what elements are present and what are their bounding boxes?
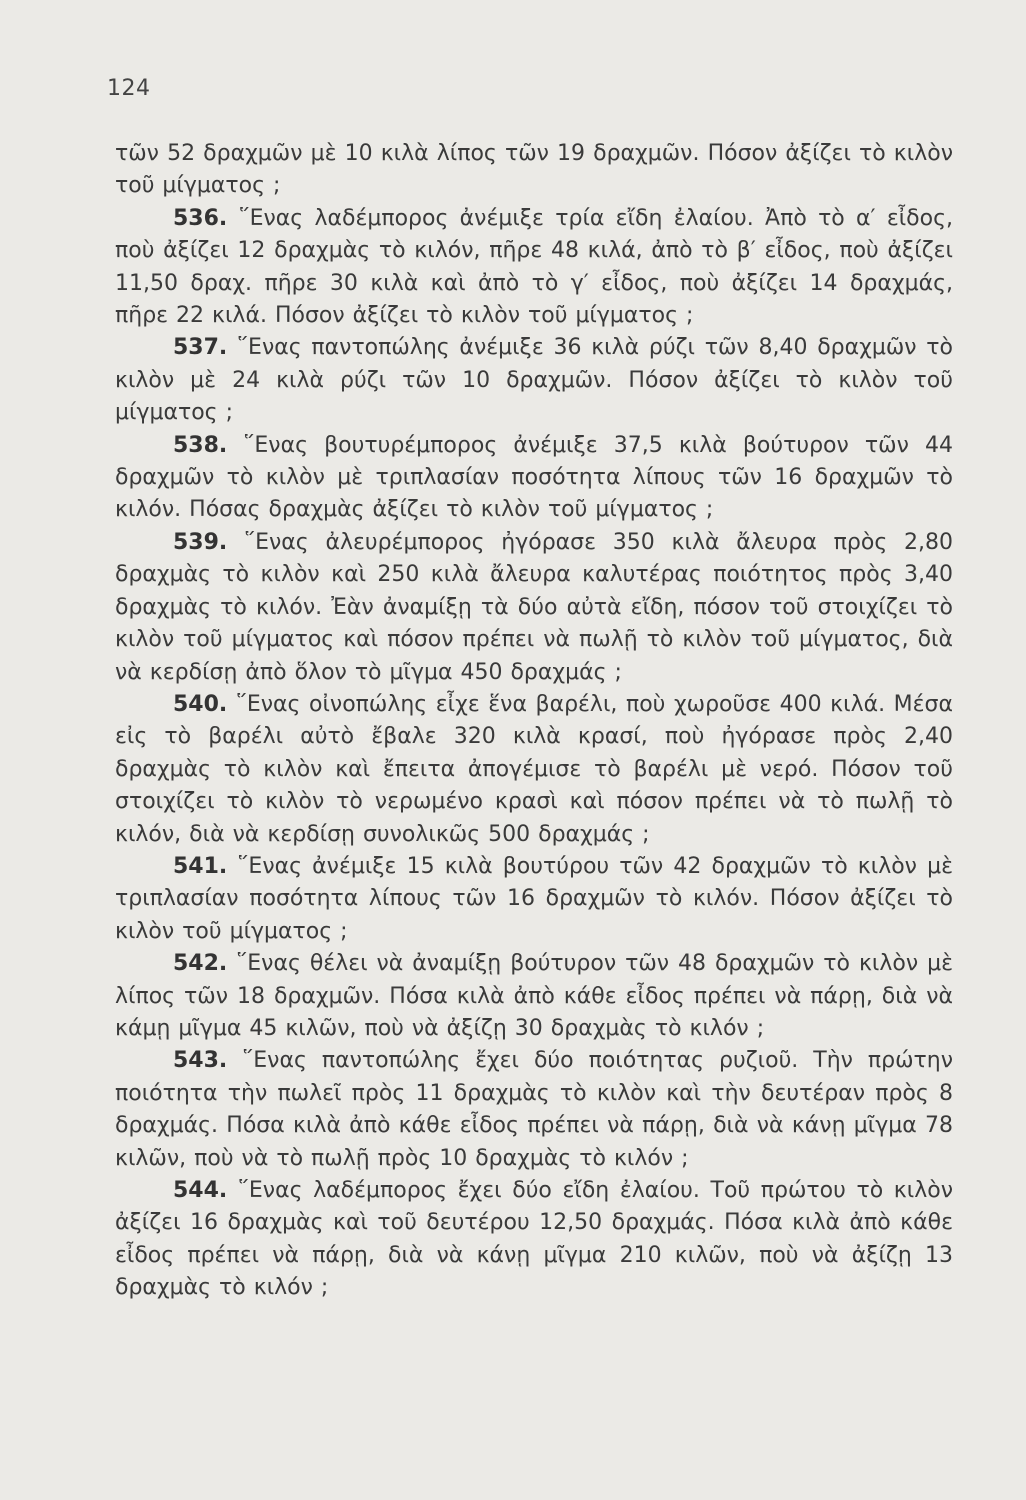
problem-number: 538.	[173, 432, 228, 458]
problem-542	[115, 948, 953, 1045]
problem-number: 543.	[173, 1048, 228, 1074]
problem-number: 539.	[173, 529, 228, 555]
problem-543	[115, 1045, 953, 1175]
problem-541	[115, 851, 953, 948]
problem-number: 544.	[173, 1178, 228, 1203]
problem-number: 542.	[173, 951, 228, 977]
text-body	[115, 138, 953, 1305]
problem-536	[115, 203, 953, 333]
page-number: 124	[107, 76, 151, 101]
problem-text: ῞Ενας λαδέμπορος ἔχει δύο εἴδη ἐλαίου. Τοῦ πρώτου τὸ κιλὸν ἀξίζει 16 δραχμὰς καὶ τοῦ δευτέρου 12,50 δραχμάς. Πόσα κιλὰ ἀπὸ κάθε εἶδος πρέπει νὰ πάρῃ, διὰ νὰ κάνῃ μῖγμα 210 κιλῶν, ποὺ νὰ ἀξίζῃ 13 δραχμὰς τὸ κιλόν ;	[115, 1178, 953, 1301]
problem-number: 541.	[173, 853, 228, 879]
problem-text: ῞Ενας ἀνέμιξε 15 κιλὰ βουτύρου τῶν 42 δραχμῶν τὸ κιλὸν μὲ τριπλασίαν ποσότητα λίπους τῶν 16 δραχμῶν τὸ κιλόν. Πόσον ἀξίζει τὸ κιλὸν τοῦ μίγματος ;	[115, 853, 953, 944]
lead-paragraph: τῶν 52 δραχμῶν μὲ 10 κιλὰ λίπος τῶν 19 δραχμῶν. Πόσον ἀξίζει τὸ κιλὸν τοῦ μίγματος ;	[115, 141, 953, 199]
problem-text: ῞Ενας θέλει νὰ ἀναμίξῃ βούτυρον τῶν 48 δραχμῶν τὸ κιλὸν μὲ λίπος τῶν 18 δραχμῶν. Πόσα κιλὰ ἀπὸ κάθε εἶδος πρέπει νὰ πάρῃ, διὰ νὰ κάμῃ μῖγμα 45 κιλῶν, ποὺ νὰ ἀξίζῃ 30 δραχμὰς τὸ κιλόν ;	[115, 951, 954, 1041]
problem-text: ῞Ενας οἰνοπώλης εἶχε ἕνα βαρέλι, ποὺ χωροῦσε 400 κιλά. Μέσα εἰς τὸ βαρέλι αὐτὸ ἔβαλε 320 κιλὰ κρασί, ποὺ ἠγόρασε πρὸς 2,40 δραχμὰς τὸ κιλὸν καὶ ἔπειτα ἀπογέμισε τὸ βαρέλι μὲ νερό. Πόσον τοῦ στοιχίζει τὸ κιλὸν τὸ νερωμένο κρασὶ καὶ πόσον πρέπει νὰ τὸ πωλῇ τὸ κιλόν, διὰ νὰ κερδίσῃ συνολικῶς 500 δραχμάς ;	[115, 691, 953, 847]
problem-539	[115, 527, 953, 689]
problem-537	[115, 332, 953, 429]
problem-text: ῞Ενας λαδέμπορος ἀνέμιξε τρία εἴδη ἐλαίου. Ἀπὸ τὸ α′ εἶδος, ποὺ ἀξίζει 12 δραχμὰς τὸ κιλόν, πῆρε 48 κιλά, ἀπὸ τὸ β′ εἶδος, ποὺ ἀξίζει 11,50 δραχ. πῆρε 30 κιλὰ καὶ ἀπὸ τὸ γ′ εἶδος, ποὺ ἀξίζει 14 δραχμάς, πῆρε 22 κιλά. Πόσον ἀξίζει τὸ κιλὸν τοῦ μίγματος ;	[115, 205, 953, 329]
problem-text: ῞Ενας παντοπώλης ἀνέμιξε 36 κιλὰ ρύζι τῶν 8,40 δραχμῶν τὸ κιλὸν μὲ 24 κιλὰ ρύζι τῶν 10 δραχμῶν. Πόσον ἀξίζει τὸ κιλὸν τοῦ μίγματος ;	[115, 335, 953, 426]
problem-number: 540.	[173, 691, 228, 717]
problem-544	[115, 1175, 953, 1305]
problem-number: 536.	[173, 205, 228, 231]
problem-538	[115, 430, 953, 527]
problem-text: ῞Ενας βουτυρέμπορος ἀνέμιξε 37,5 κιλὰ βούτυρον τῶν 44 δραχμῶν τὸ κιλὸν μὲ τριπλασίαν ποσότητα λίπους τῶν 16 δραχμῶν τὸ κιλόν. Πόσας δραχμὰς ἀξίζει τὸ κιλὸν τοῦ μίγματος ;	[115, 432, 953, 523]
problem-text: ῞Ενας ἀλευρέμπορος ἠγόρασε 350 κιλὰ ἄλευρα πρὸς 2,80 δραχμὰς τὸ κιλὸν καὶ 250 κιλὰ ἄλευρα καλυτέρας ποιότητος πρὸς 3,40 δραχμὰς τὸ κιλόν. Ἐὰν ἀναμίξῃ τὰ δύο αὐτὰ εἴδη, πόσον τοῦ στοιχίζει τὸ κιλὸν τοῦ μίγματος καὶ πόσον πρέπει νὰ πωλῇ τὸ κιλὸν τοῦ μίγματος, διὰ νὰ κερδίσῃ ἀπὸ ὅλον τὸ μῖγμα 450 δραχμάς ;	[115, 529, 953, 685]
problem-540	[115, 689, 953, 851]
problem-text: ῞Ενας παντοπώλης ἔχει δύο ποιότητας ρυζιοῦ. Τὴν πρώτην ποιότητα τὴν πωλεῖ πρὸς 11 δραχμὰς τὸ κιλὸν καὶ τὴν δευτέραν πρὸς 8 δραχμάς. Πόσα κιλὰ ἀπὸ κάθε εἶδος πρέπει νὰ πάρῃ, διὰ νὰ κάνῃ μῖγμα 78 κιλῶν, ποὺ νὰ τὸ πωλῇ πρὸς 10 δραχμὰς τὸ κιλόν ;	[115, 1048, 953, 1171]
problem-number: 537.	[173, 335, 228, 361]
